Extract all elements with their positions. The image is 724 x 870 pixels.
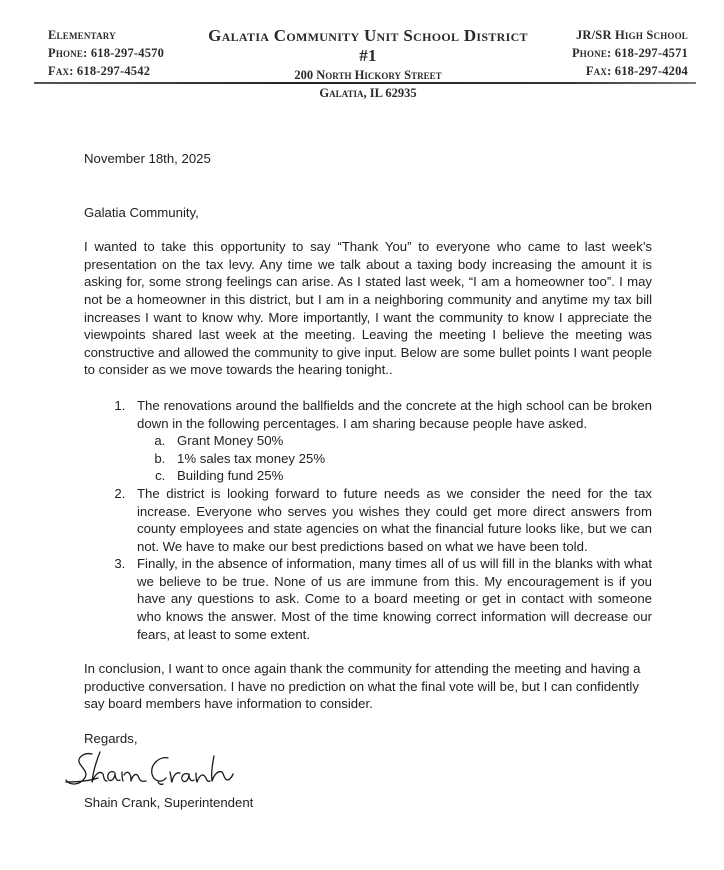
intro-paragraph: I wanted to take this opportunity to say “Thank You” to everyone who came to last week’s presentation on the tax levy. Any time we talk about a taxing body increasing the amount it is asking for, some strong feelings can arise. As I stated last week, “I am a homeowner too”. I may not be a homeowner in this district, but I am in a neighboring community and anytime my tax bill increases I want to know why. More importantly, I want the community to know I appreciate the viewpoints shared last week at the meeting. Leaving the meeting I believe the meeting was constructive and allowed the community to give input. Below are some bullet points I want people to consider as we move towards the hearing tonight.. [84,239,652,378]
list-item [129,485,652,555]
salutation: Galatia Community, [84,204,199,220]
signer-name-title: Shain Crank, Superintendent [84,794,254,810]
handwritten-signature-icon [62,748,242,790]
elementary-phone: Phone: 618-297-4570 [48,46,165,60]
signature-image [62,748,242,790]
list-item: c. Building fund 25% [169,467,652,485]
letter-body [84,150,652,811]
elementary-contact-block [48,26,164,80]
list-item [129,555,652,643]
elementary-school-label: Elementary [48,28,116,42]
district-street: 200 North Hickory Street [294,68,442,82]
point-3-text: Finally, in the absence of information, many times all of us will fill in the blanks with what we believe to be true. None of us are immune from this. My encouragement is if you have any questions to ask. Come to a board meeting or get in contact with someone who knows the answer. Most of the time knowing correct information will decrease our fears, at least to some extent. [137,556,652,642]
point-2-text: The district is looking forward to future needs as we consider the need for the tax increase. Everyone who serves you wishes they could get more direct answers from county employees and state agencies on what the financial future looks like, but we can not. We have to make our best predictions based on what we have been told. [137,485,652,554]
list-item [129,397,652,485]
high-school-fax: Fax: 618-297-4204 [585,64,688,78]
high-school-phone: Phone: 618-297-4571 [571,46,688,60]
funding-breakdown-list [137,432,652,485]
closing: Regards, [84,731,138,747]
letterhead-divider [34,82,696,84]
district-city: Galatia, IL 62935 [319,86,417,100]
high-school-label: JR/SR High School [575,28,688,42]
district-block [198,26,538,102]
list-item: b. 1% sales tax money 25% [169,450,652,468]
bullet-points-list [84,397,652,643]
letter-date: November 18th, 2025 [84,151,211,166]
district-name: Galatia Community Unit School District #1 [208,26,528,65]
conclusion-paragraph: In conclusion, I want to once again thank the community for attending the meeting and having a productive conversation. I have no prediction on what the final vote will be, but I can confidently say board members have information to consider. [84,661,641,712]
high-school-contact-block [572,26,688,80]
list-item: a. Grant Money 50% [169,432,652,450]
elementary-fax: Fax: 618-297-4542 [48,64,151,78]
letterhead [48,26,688,100]
point-1-text: The renovations around the ballfields and the concrete at the high school can be broken down in the following percentages. I am sharing because people have asked. [137,397,652,431]
